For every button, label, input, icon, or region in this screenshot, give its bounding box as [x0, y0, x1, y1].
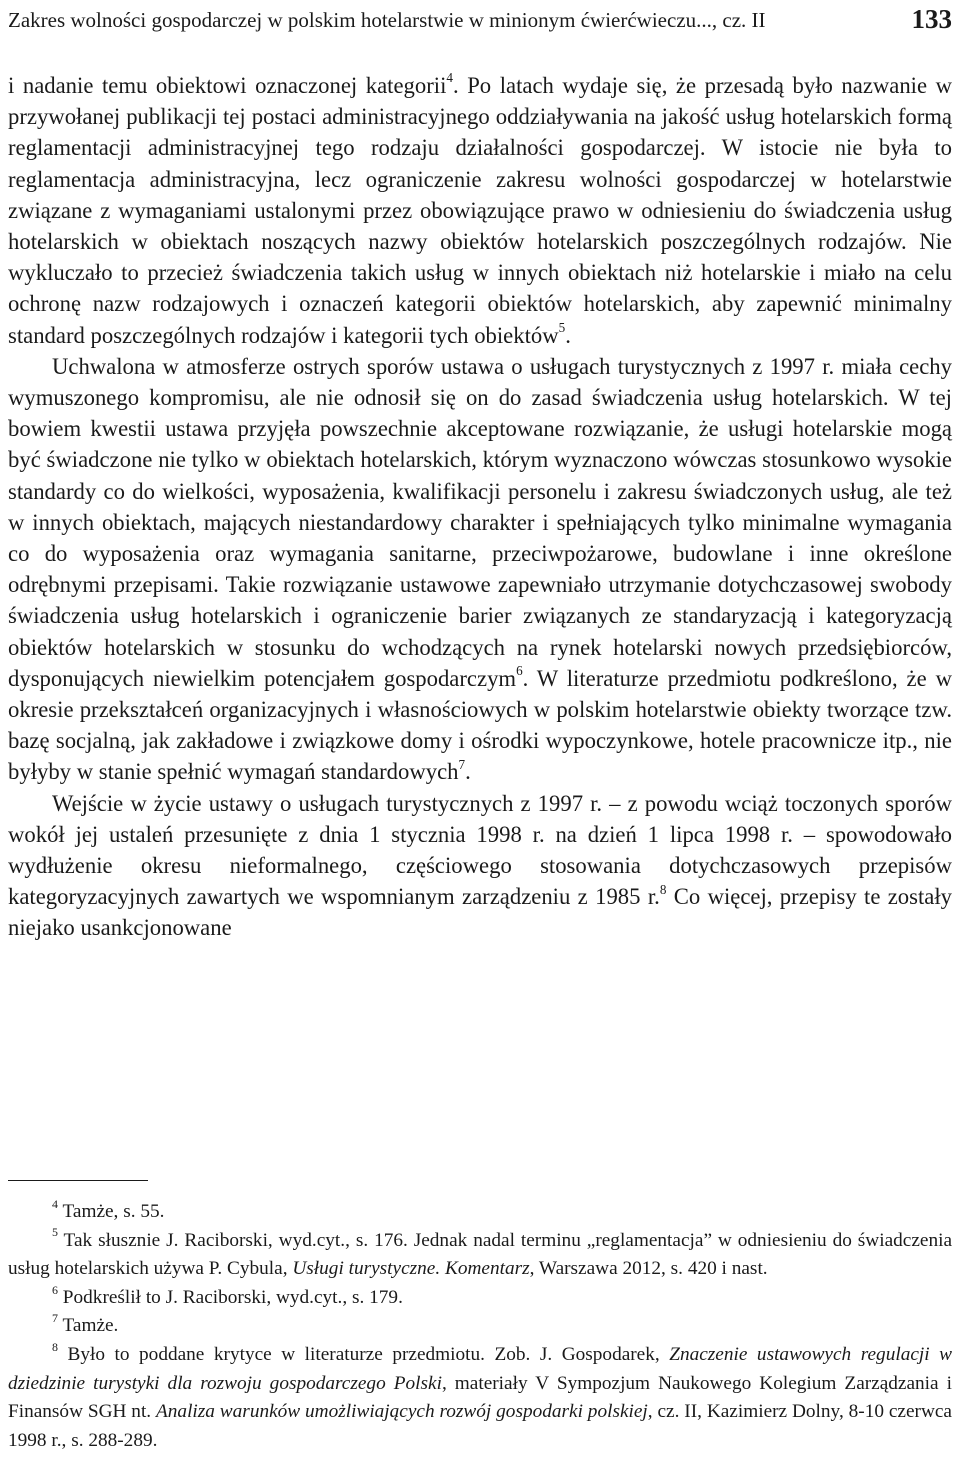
footnote-text: Tamże.: [57, 1315, 119, 1337]
paragraph-text: Co więcej, przepisy te zostały niejako usankcjonowane: [8, 884, 953, 941]
paragraph-3: [8, 788, 952, 944]
footnote-number: 8: [52, 1339, 58, 1354]
footnote-text: , cz. II, Kazimierz Dolny, 8-10 czerwca 1998 r., s. 288-289.: [8, 1401, 952, 1451]
footnote-4: [8, 1198, 952, 1227]
paragraph-1: [8, 70, 952, 351]
footnote-text: Tak słusznie J. Raciborski, wyd.cyt., s. 176. Jednak nadal terminu „reglamentacja” w odniesieniu do świadczenia usług hotelarskich używa P. Cybula,: [8, 1229, 952, 1280]
cited-title: Usługi turystyczne. Komentarz: [292, 1258, 530, 1280]
paragraph-text: .: [465, 759, 471, 785]
paragraph-text: Wejście w życie ustawy o usługach turystycznych z 1997 r. – z powodu wciąż toczonych sporów wokół jej ustaleń przesunięte z dnia 1 stycznia 1998 r. na dzień 1 lipca 1998 r. – spowodowało wydłużenie okresu nieformalnego, częściowego stosowania dotychczasowych przepisów kategoryzacyjnych zawartych we wspomnianym zarządzeniu z 1985 r.: [8, 790, 952, 910]
footnote-separator: [8, 1180, 148, 1181]
running-title: Zakres wolności gospodarczej w polskim hotelarstwie w minionym ćwierćwieczu..., cz. II: [8, 8, 766, 32]
footnote-8: [8, 1341, 952, 1455]
paragraph-text: . W literaturze przedmiotu podkreślono, że w okresie przekształceń organizacyjnych i własnościowych w polskim hotelarstwie obiekty tworzące tzw. bazę socjalną, jak zakładowe i związkowe domy i ośrodki wypoczynkowe, hotele pracownicze itp., nie byłyby w stanie spełnić wymagań standardowych: [8, 665, 952, 785]
footnote-number: 7: [52, 1311, 58, 1326]
paragraph-2: [8, 351, 952, 788]
footnote-7: [8, 1312, 952, 1341]
body-text: [8, 70, 952, 944]
paragraph-text: . Po latach wydaje się, że przesadą było nazwanie w przywołanej publikacji tej postaci administracyjnego oddziaływania na jakość usług hotelarskich formą reglamentacji administracyjnej tego rodzaju działalności gospodarczej. W istocie nie była to reglamentacja administracyjna, lecz ograniczenie zakresu wolności gospodarczej w hotelarstwie związane z wymaganiami ustalonymi przez obowiązujące prawo w odniesieniu do świadczenia usług hotelarskich w obiektach noszących nazwy obiektów hotelarskich poszczególnych rodzajów. Nie wykluczało to przecież świadczenia takich usług w innych obiektach niż hotelarskie i miało na celu ochronę nazw rodzajowych i oznaczeń kategorii obiektów hotelarskich, aby zapewnić minimalny standard poszczególnych rodzajów i kategorii tych obiektów: [8, 73, 952, 348]
footnote-6: [8, 1284, 952, 1313]
footnote-ref-8[interactable]: 8: [659, 881, 667, 897]
footnote-ref-6[interactable]: 6: [516, 663, 523, 679]
footnote-text: , materiały V Sympozjum Naukowego Kolegium Zarządzania i Finansów SGH nt.: [8, 1372, 952, 1423]
footnote-5: [8, 1227, 952, 1284]
footnotes: [8, 1198, 952, 1455]
footnote-ref-4[interactable]: 4: [446, 70, 453, 86]
footnote-number: 6: [52, 1282, 58, 1297]
cited-title: Analiza warunków umożliwiających rozwój gospodarki polskiej: [156, 1401, 648, 1423]
footnote-ref-5[interactable]: 5: [558, 320, 566, 336]
footnote-ref-7[interactable]: 7: [458, 756, 466, 772]
paragraph-text: i nadanie temu obiektowi oznaczonej kategorii: [8, 73, 447, 98]
footnote-text: Było to poddane krytyce w literaturze przedmiotu. Zob. J. Gospodarek,: [57, 1343, 670, 1365]
footnote-number: 5: [52, 1225, 58, 1240]
footnote-text: , Warszawa 2012, s. 420 i nast.: [529, 1258, 768, 1280]
footnote-text: Podkreślił to J. Raciborski, wyd.cyt., s. 179.: [57, 1286, 403, 1308]
paragraph-text: .: [565, 322, 571, 348]
page-number: 133: [911, 4, 952, 34]
footnote-text: Tamże, s. 55.: [57, 1201, 165, 1222]
footnote-number: 4: [52, 1196, 58, 1211]
cited-title: Znaczenie ustawowych regulacji w dziedzinie turystyki dla rozwoju gospodarczego Polski: [8, 1343, 952, 1394]
page-header: [8, 4, 952, 38]
paragraph-text: Uchwalona w atmosferze ostrych sporów ustawa o usługach turystycznych z 1997 r. miała cechy wymuszonego kompromisu, ale nie odnosił się on do zasad świadczenia usług hotelarskich. W tej bowiem kwestii ustawa przyjęła powszechnie akceptowane rozwiązanie, że usługi hotelarskie mogą być świadczone nie tylko w obiektach hotelarskich, którym wyznaczono wówczas stosunkowo wysokie standardy co do wielkości, wyposażenia, kwalifikacji personelu i zakresu świadczonych usług, ale też w innych obiektach, mających niestandardowy charakter i spełniających tylko minimalne wymagania co do wyposażenia oraz wymagania sanitarne, przeciwpożarowe, budowlane i inne określone odrębnymi przepisami. Takie rozwiązanie ustawowe zapewniało utrzymanie dotychczasowej swobody świadczenia usług hotelarskich i ograniczenie barier związanych ze standaryzacją i kategoryzacją obiektów hotelarskich w stosunku do wchodzących na rynek hotelarski nowych przedsiębiorców, dysponujących niewielkim potencjałem gospodarczym: [8, 353, 952, 691]
